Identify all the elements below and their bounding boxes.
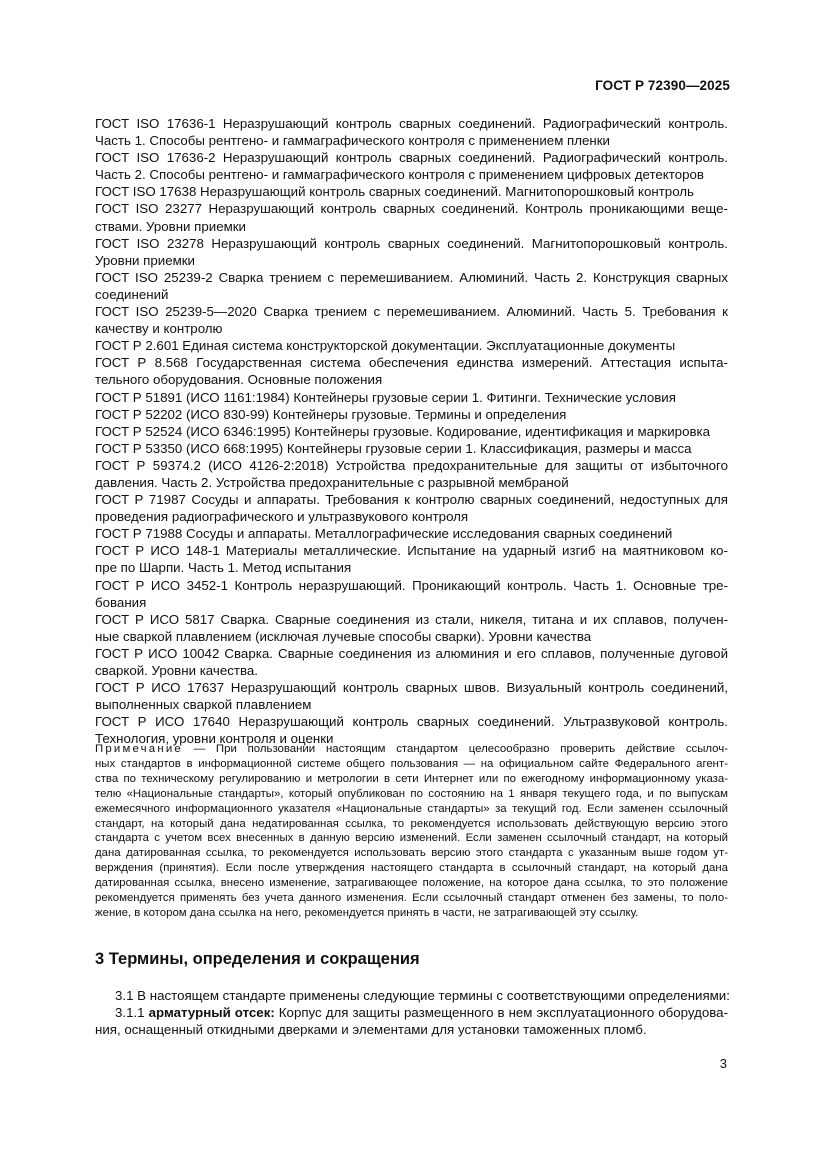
reference-item xyxy=(95,183,728,200)
term-definition-part1: Корпус для защиты размещенного в нем эксплуатационного оборудова- xyxy=(274,1005,729,1020)
reference-line-first: ГОСТ ISO 23277 Неразрушающий контроль сварных соединений. Контроль проникающими веще- xyxy=(95,201,728,217)
reference-line-continued: сваркой. Уровни качества. xyxy=(95,663,258,678)
reference-line-first: ГОСТ Р ИСО 3452-1 Контроль неразрушающий. Проникающий контроль. Часть 1. Основные тре- xyxy=(95,577,728,593)
reference-item xyxy=(95,525,728,542)
reference-line-continued: давления. Часть 2. Устройства предохранительные с разрывной мембраной xyxy=(95,474,569,490)
note-line: рекомендуется применять без учета данного изменения. Если ссылочный стандарт отменен без замены, то поло- xyxy=(95,892,728,905)
section-heading: 3 Термины, определения и сокращения xyxy=(95,950,420,968)
normative-references-list xyxy=(95,115,728,747)
reference-line-first: ГОСТ Р ИСО 17640 Неразрушающий контроль сварных соединений. Ультразвуковой контроль. xyxy=(95,714,728,730)
term-entry-first-line xyxy=(95,1004,728,1021)
reference-line-first: ГОСТ ISO 17636-2 Неразрушающий контроль сварных соединений. Радиографический контроль. xyxy=(95,150,728,166)
reference-line-first: ГОСТ ISO 25239-5—2020 Сварка трением с перемешиванием. Алюминий. Часть 5. Требования к xyxy=(95,304,728,320)
reference-line-first: ГОСТ Р ИСО 17637 Неразрушающий контроль сварных швов. Визуальный контроль соединений, xyxy=(95,680,728,696)
reference-line-continued: тельного оборудования. Основные положения xyxy=(95,372,383,388)
reference-item xyxy=(95,337,728,354)
reference-item xyxy=(95,423,728,440)
reference-item xyxy=(95,200,728,234)
reference-line-continued: соединений xyxy=(95,286,169,302)
reference-line-continued: Технология, уровни контроля и оценки xyxy=(95,731,334,747)
reference-line-continued: ствами. Уровни приемки xyxy=(95,218,246,234)
reference-item xyxy=(95,406,728,423)
reference-line-first: ГОСТ Р 52524 (ИСО 6346:1995) Контейнеры грузовые. Кодирование, идентификация и маркировка xyxy=(95,423,711,439)
reference-line-continued: Уровни приемки xyxy=(95,252,195,268)
reference-line-continued: Часть 2. Способы рентгено- и гаммаграфического контроля с применением цифровых детекторов xyxy=(95,167,704,183)
reference-line-continued: пре по Шарпи. Часть 1. Метод испытания xyxy=(95,560,352,576)
terms-intro: 3.1 В настоящем стандарте применены следующие термины с соответствующими определениями: xyxy=(115,988,730,1003)
reference-line-continued: Часть 1. Способы рентгено- и гаммаграфического контроля с применением пленки xyxy=(95,133,610,149)
note-label: Примечание xyxy=(95,743,183,755)
reference-item xyxy=(95,389,728,406)
reference-line-first: ГОСТ ISO 17636-1 Неразрушающий контроль сварных соединений. Радиографический контроль. xyxy=(95,116,728,131)
reference-item xyxy=(95,149,728,183)
reference-line-first: ГОСТ ISO 25239-2 Сварка трением с перемешиванием. Алюминий. Часть 2. Конструкция сварных xyxy=(95,269,728,285)
reference-item xyxy=(95,269,728,303)
reference-item xyxy=(95,577,728,611)
reference-line-first: ГОСТ Р 51891 (ИСО 1161:1984) Контейнеры грузовые серии 1. Фитинги. Технические условия xyxy=(95,389,676,405)
note-line: верждения (принятия). Если после утверждения настоящего стандарта в ссылочный стандарт, на который дана xyxy=(95,862,728,875)
reference-line-continued: проведения радиографического и ультразвукового контроля xyxy=(95,509,469,525)
note-text xyxy=(95,757,728,921)
reference-item xyxy=(95,440,728,457)
document-header: ГОСТ Р 72390—2025 xyxy=(595,78,730,93)
note-first-line-text: — При пользовании настоящим стандартом целесообразно проверить действие ссылоч- xyxy=(182,743,728,755)
reference-line-first: ГОСТ Р ИСО 148-1 Материалы металлические. Испытание на ударный изгиб на маятниковом ко- xyxy=(95,543,728,559)
term-definition-part2: ния, оснащенный откидными дверками и элементами для установки таможенных пломб. xyxy=(95,1022,647,1037)
reference-line-first: ГОСТ Р 59374.2 (ИСО 4126-2:2018) Устройства предохранительные для защиты от избыточного xyxy=(95,457,728,473)
term-name: арматурный отсек: xyxy=(148,1005,275,1020)
reference-line-continued: качеству и контролю xyxy=(95,321,223,337)
note-line: ежемесячного информационного указателя «Национальные стандарты» за текущий год. Если заменен ссылочный xyxy=(95,802,728,815)
term-number: 3.1.1 xyxy=(115,1005,145,1020)
reference-line-continued: бования xyxy=(95,594,147,610)
reference-item xyxy=(95,457,728,491)
note-line: жение, в котором дана ссылка на него, рекомендуется принять в части, не затрагивающей эту ссылку. xyxy=(95,906,639,919)
reference-item xyxy=(95,645,728,679)
reference-line-first: ГОСТ ISO 17638 Неразрушающий контроль сварных соединений. Магнитопорошковый контроль xyxy=(95,184,694,200)
reference-line-continued: ные сваркой плавлением (исключая лучевые способы сварки). Уровни качества xyxy=(95,628,592,644)
note-line: ства по техническому регулированию и метрологии в сети Интернет или по ежегодному информационному указа- xyxy=(95,772,728,785)
terms-block xyxy=(95,987,728,1038)
reference-item xyxy=(95,115,728,149)
reference-line-first: ГОСТ Р 52202 (ИСО 830-99) Контейнеры грузовые. Термины и определения xyxy=(95,406,567,422)
reference-item xyxy=(95,542,728,576)
reference-item xyxy=(95,611,728,645)
page-number: 3 xyxy=(719,1056,727,1071)
reference-item xyxy=(95,491,728,525)
reference-line-first: ГОСТ Р ИСО 5817 Сварка. Сварные соединения из стали, никеля, титана и их сплавов, получен- xyxy=(95,611,728,627)
note-line: датированная ссылка, внесено изменение, затрагивающее положение, на которое дана ссылка, то это положение xyxy=(95,877,728,890)
reference-line-first: ГОСТ Р 71988 Сосуды и аппараты. Металлографические исследования сварных соединений xyxy=(95,526,673,542)
reference-line-first: ГОСТ ISO 23278 Неразрушающий контроль сварных соединений. Магнитопорошковый контроль. xyxy=(95,235,728,251)
reference-line-first: ГОСТ Р 8.568 Государственная система обеспечения единства измерений. Аттестация испыта- xyxy=(95,355,728,371)
note-line: дана датированная ссылка, то рекомендуется использовать версию этого стандарта с указанным выше годом ут- xyxy=(95,847,728,860)
reference-item xyxy=(95,303,728,337)
reference-line-first: ГОСТ Р 71987 Сосуды и аппараты. Требования к контролю сварных соединений, недоступных для xyxy=(95,492,728,508)
reference-line-first: ГОСТ Р 53350 (ИСО 668:1995) Контейнеры грузовые серии 1. Классификация, размеры и масса xyxy=(95,440,692,456)
note-line: стандарта с учетом всех внесенных в данную версию изменений. Если заменен ссылочный стандарт, на который xyxy=(95,832,728,845)
reference-line-first: ГОСТ Р ИСО 10042 Сварка. Сварные соединения из алюминия и его сплавов, полученные дуговой xyxy=(95,645,728,661)
note-line: стандарт, на который дана недатированная ссылка, то рекомендуется использовать действующую версию этого xyxy=(95,817,728,830)
reference-item xyxy=(95,679,728,713)
reference-line-first: ГОСТ Р 2.601 Единая система конструкторской документации. Эксплуатационные документы xyxy=(95,338,676,354)
note-line: телю «Национальные стандарты», который опубликован по состоянию на 1 января текущего года, и по выпускам xyxy=(95,787,728,800)
note-line: ных стандартов в информационной системе общего пользования — на официальном сайте Федерального агент- xyxy=(95,757,728,770)
note-block xyxy=(95,742,728,921)
reference-line-continued: выполненных сваркой плавлением xyxy=(95,697,312,713)
reference-item xyxy=(95,235,728,269)
note-first-line xyxy=(95,742,728,757)
reference-item xyxy=(95,354,728,388)
